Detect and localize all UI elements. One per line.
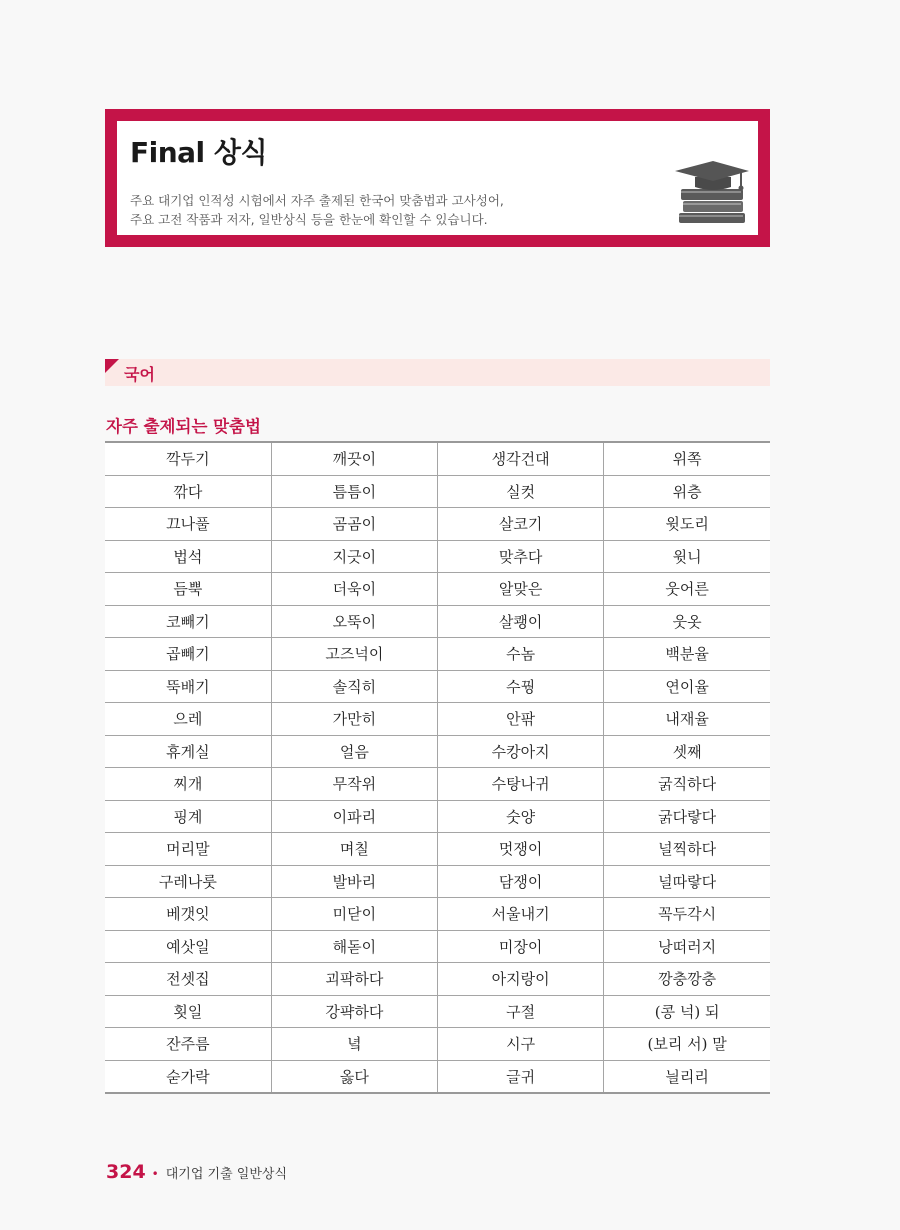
table-cell: 굵직하다: [604, 768, 770, 801]
table-row: [105, 930, 770, 963]
table-cell: 내재율: [604, 703, 770, 736]
table-row: [105, 670, 770, 703]
graduation-cap-books-icon: [673, 159, 749, 225]
table-cell: 머리말: [105, 833, 271, 866]
table-row: [105, 475, 770, 508]
table-cell: 법석: [105, 540, 271, 573]
table-cell: 이파리: [271, 800, 437, 833]
table-cell: 굵다랗다: [604, 800, 770, 833]
table-cell: (콩 넉) 되: [604, 995, 770, 1028]
table-cell: 코빼기: [105, 605, 271, 638]
table-cell: 지긋이: [271, 540, 437, 573]
table-row: [105, 540, 770, 573]
table-cell: 수캉아지: [438, 735, 604, 768]
title-panel: [117, 121, 758, 235]
table-row: [105, 573, 770, 606]
table-cell: 깍두기: [105, 442, 271, 475]
section-corner-marker: [105, 359, 119, 373]
table-cell: 셋째: [604, 735, 770, 768]
table-cell: 수꿩: [438, 670, 604, 703]
subsection-title: 자주 출제되는 맞춤법: [106, 417, 261, 436]
table-cell: 얼음: [271, 735, 437, 768]
table-cell: (보리 서) 말: [604, 1028, 770, 1061]
table-cell: 깨끗이: [271, 442, 437, 475]
spelling-table: [105, 441, 770, 1094]
table-cell: 끄나풀: [105, 508, 271, 541]
table-row: [105, 1060, 770, 1093]
table-cell: 백분율: [604, 638, 770, 671]
table-cell: 가만히: [271, 703, 437, 736]
table-cell: 예삿일: [105, 930, 271, 963]
table-cell: 옳다: [271, 1060, 437, 1093]
table-cell: 듬뿍: [105, 573, 271, 606]
table-cell: 담쟁이: [438, 865, 604, 898]
table-cell: 곱빼기: [105, 638, 271, 671]
table-cell: 구레나룻: [105, 865, 271, 898]
table-cell: 구절: [438, 995, 604, 1028]
table-cell: 강퍅하다: [271, 995, 437, 1028]
table-cell: 뚝배기: [105, 670, 271, 703]
table-cell: 전셋집: [105, 963, 271, 996]
table-cell: 깡충깡충: [604, 963, 770, 996]
table-cell: 안팎: [438, 703, 604, 736]
table-row: [105, 963, 770, 996]
table-cell: 베갯잇: [105, 898, 271, 931]
table-cell: 위쪽: [604, 442, 770, 475]
page-description: 주요 대기업 인적성 시험에서 자주 출제된 한국어 맞춤법과 고사성어, 주요 고전 작품과 저자, 일반상식 등을 한눈에 확인할 수 있습니다.: [130, 193, 504, 227]
table-cell: 핑계: [105, 800, 271, 833]
table-cell: 휴게실: [105, 735, 271, 768]
table-cell: 살쾡이: [438, 605, 604, 638]
table-cell: 미장이: [438, 930, 604, 963]
table-row: [105, 703, 770, 736]
table-row: [105, 800, 770, 833]
table-row: [105, 442, 770, 475]
table-cell: 횟일: [105, 995, 271, 1028]
table-row: [105, 1028, 770, 1061]
table-cell: 수탕나귀: [438, 768, 604, 801]
table-cell: 늴리리: [604, 1060, 770, 1093]
table-cell: 웃옷: [604, 605, 770, 638]
table-cell: 틈틈이: [271, 475, 437, 508]
table-row: [105, 833, 770, 866]
table-cell: 생각건대: [438, 442, 604, 475]
table-row: [105, 735, 770, 768]
section-label: 국어: [124, 365, 155, 384]
table-cell: 무작위: [271, 768, 437, 801]
table-cell: 잔주름: [105, 1028, 271, 1061]
table-cell: 실컷: [438, 475, 604, 508]
footer-bullet: •: [151, 1167, 159, 1181]
table-cell: 살코기: [438, 508, 604, 541]
table-cell: 알맞은: [438, 573, 604, 606]
table-row: [105, 508, 770, 541]
table-cell: 고즈넉이: [271, 638, 437, 671]
table-cell: 윗니: [604, 540, 770, 573]
table-cell: 낭떠러지: [604, 930, 770, 963]
table-cell: 아지랑이: [438, 963, 604, 996]
table-cell: 글귀: [438, 1060, 604, 1093]
book-title: 대기업 기출 일반상식: [165, 1167, 288, 1182]
table-row: [105, 865, 770, 898]
table-cell: 곰곰이: [271, 508, 437, 541]
table-cell: 서울내기: [438, 898, 604, 931]
table-row: [105, 768, 770, 801]
table-cell: 괴팍하다: [271, 963, 437, 996]
page-title: Final 상식: [130, 136, 267, 169]
table-row: [105, 898, 770, 931]
table-cell: 널따랗다: [604, 865, 770, 898]
table-cell: 널찍하다: [604, 833, 770, 866]
table-cell: 시구: [438, 1028, 604, 1061]
table-cell: 위층: [604, 475, 770, 508]
table-cell: 오뚝이: [271, 605, 437, 638]
table-cell: 미닫이: [271, 898, 437, 931]
table-row: [105, 605, 770, 638]
table-cell: 맞추다: [438, 540, 604, 573]
title-banner: [105, 109, 770, 247]
table-cell: 깎다: [105, 475, 271, 508]
table-cell: 연이율: [604, 670, 770, 703]
table-cell: 꼭두각시: [604, 898, 770, 931]
table-row: [105, 638, 770, 671]
table-cell: 윗도리: [604, 508, 770, 541]
table-cell: 솔직히: [271, 670, 437, 703]
table-cell: 녘: [271, 1028, 437, 1061]
table-cell: 멋쟁이: [438, 833, 604, 866]
table-cell: 숫양: [438, 800, 604, 833]
table-cell: 수놈: [438, 638, 604, 671]
page-number: 324: [106, 1161, 146, 1183]
table-cell: 며칠: [271, 833, 437, 866]
table-row: [105, 995, 770, 1028]
table-cell: 웃어른: [604, 573, 770, 606]
table-cell: 더욱이: [271, 573, 437, 606]
table-cell: 발바리: [271, 865, 437, 898]
table-cell: 으레: [105, 703, 271, 736]
table-cell: 찌개: [105, 768, 271, 801]
page-footer: [106, 1161, 287, 1183]
table-cell: 해돋이: [271, 930, 437, 963]
section-header: [105, 359, 770, 386]
table-cell: 숟가락: [105, 1060, 271, 1093]
